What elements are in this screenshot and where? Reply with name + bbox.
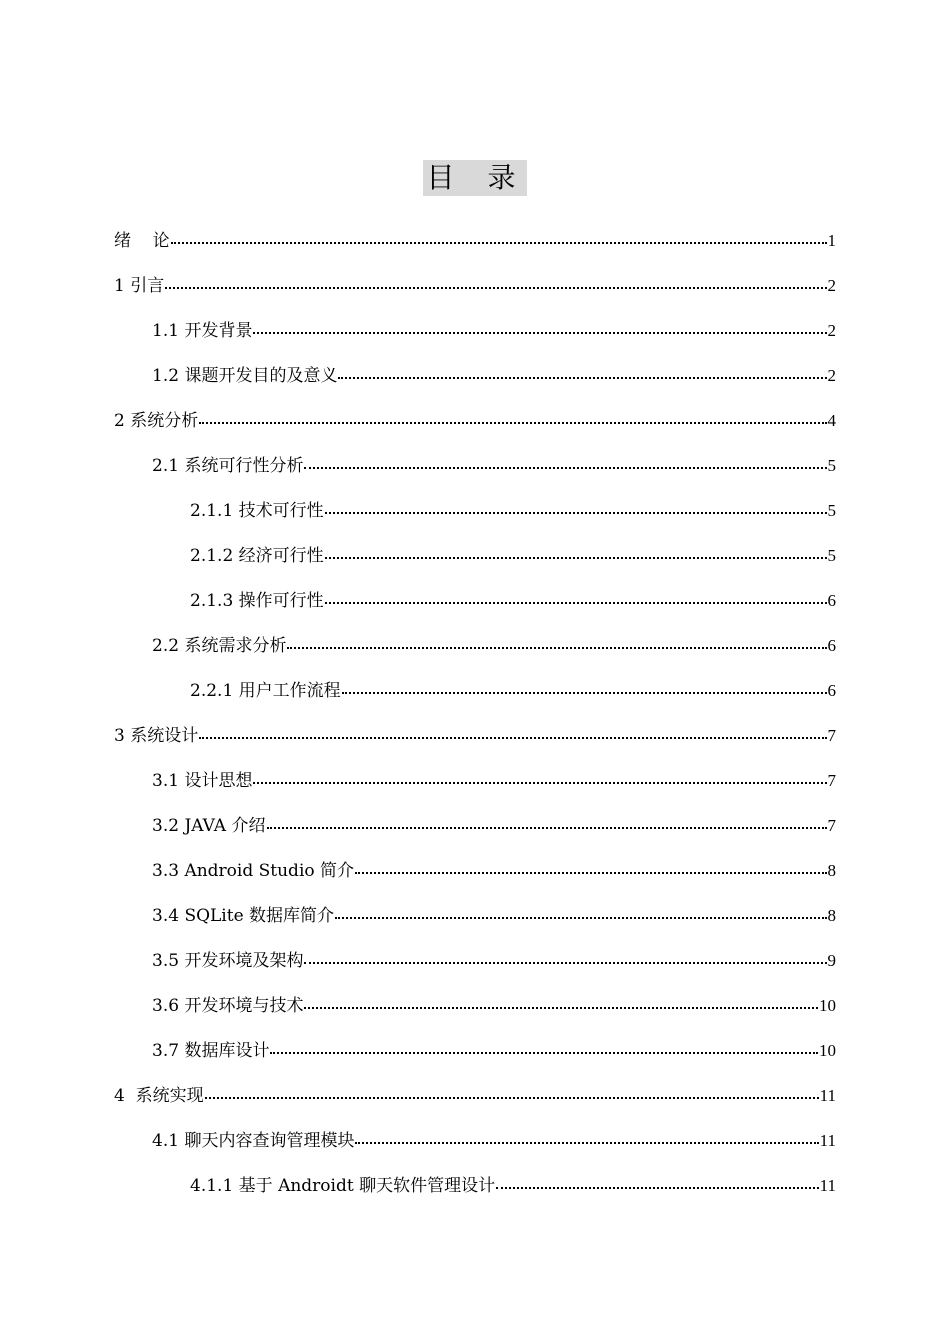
- toc-entry-label: 2.1 系统可行性分析: [152, 456, 304, 476]
- toc-dot-leader: [325, 601, 827, 604]
- toc-entry-page-number: 5: [827, 546, 836, 565]
- toc-dot-leader: [355, 871, 826, 874]
- toc-entry-page-number: 11: [819, 1176, 836, 1195]
- toc-entry[interactable]: [152, 1122, 836, 1152]
- toc-entry-label: 2.1.1 技术可行性: [190, 501, 324, 521]
- toc-entry-page-number: 8: [827, 861, 836, 880]
- toc-entry[interactable]: [152, 312, 836, 342]
- toc-entry[interactable]: [152, 447, 836, 477]
- toc-entry-label: 3.7 数据库设计: [152, 1041, 270, 1061]
- toc-title-text: 目 录: [423, 160, 528, 196]
- toc-entry[interactable]: [152, 1032, 836, 1062]
- toc-entry-page-number: 5: [827, 456, 836, 475]
- toc-entry-page-number: 5: [827, 501, 836, 520]
- toc-entry[interactable]: [152, 852, 836, 882]
- toc-dot-leader: [335, 916, 826, 919]
- toc-dot-leader: [199, 421, 826, 424]
- toc-entry[interactable]: [152, 357, 836, 387]
- toc-dot-leader: [325, 511, 827, 514]
- toc-dot-leader: [171, 241, 827, 244]
- toc-entry-page-number: 7: [827, 816, 836, 835]
- toc-entry-page-number: 10: [819, 996, 836, 1015]
- toc-dot-leader: [253, 331, 826, 334]
- toc-entry[interactable]: [190, 537, 836, 567]
- toc-entry-page-number: 2: [827, 276, 836, 295]
- toc-dot-leader: [304, 1006, 818, 1009]
- toc-title: [0, 160, 950, 196]
- toc-dot-leader: [253, 781, 826, 784]
- toc-entry[interactable]: [190, 1167, 836, 1197]
- toc-dot-leader: [496, 1186, 819, 1189]
- toc-entry-page-number: 7: [827, 726, 836, 745]
- toc-entry[interactable]: [152, 897, 836, 927]
- toc-entry-label: 3 系统设计: [114, 726, 199, 746]
- toc-entry[interactable]: [114, 717, 836, 747]
- toc-entry-label: 4.1.1 基于 Androidt 聊天软件管理设计: [190, 1176, 496, 1196]
- toc-entry-label: 1.1 开发背景: [152, 321, 253, 341]
- toc-entry-page-number: 4: [827, 411, 836, 430]
- toc-entry[interactable]: [190, 582, 836, 612]
- toc-entry-page-number: 1: [827, 231, 836, 250]
- toc-entry-page-number: 9: [827, 951, 836, 970]
- toc-entry-label: 3.1 设计思想: [152, 771, 253, 791]
- toc-entry-page-number: 2: [827, 321, 836, 340]
- toc-entry-page-number: 6: [827, 636, 836, 655]
- toc-dot-leader: [205, 1096, 819, 1099]
- toc-entry-label: 3.4 SQLite 数据库简介: [152, 906, 335, 926]
- toc-dot-leader: [325, 556, 827, 559]
- toc-entry[interactable]: [152, 807, 836, 837]
- toc-dot-leader: [270, 1051, 818, 1054]
- toc-entry-page-number: 7: [827, 771, 836, 790]
- toc-entry-label: 2 系统分析: [114, 411, 199, 431]
- toc-entry[interactable]: [114, 222, 836, 252]
- toc-entry-label: 3.5 开发环境及架构: [152, 951, 304, 971]
- toc-entry-page-number: 10: [819, 1041, 836, 1060]
- toc-dot-leader: [342, 691, 827, 694]
- toc-entry-label: 2.1.3 操作可行性: [190, 591, 324, 611]
- toc-entry[interactable]: [152, 987, 836, 1017]
- toc-entry-label: 3.6 开发环境与技术: [152, 996, 304, 1016]
- toc-entry[interactable]: [190, 672, 836, 702]
- toc-entry[interactable]: [152, 627, 836, 657]
- toc-entry-page-number: 8: [827, 906, 836, 925]
- toc-dot-leader: [267, 826, 827, 829]
- toc-entry-label: 1.2 课题开发目的及意义: [152, 366, 338, 386]
- toc-entry[interactable]: [114, 1077, 836, 1107]
- toc-dot-leader: [165, 286, 826, 289]
- toc-dot-leader: [287, 646, 826, 649]
- toc-entry[interactable]: [152, 942, 836, 972]
- toc-entry-page-number: 6: [827, 681, 836, 700]
- toc-entry-label: 2.1.2 经济可行性: [190, 546, 324, 566]
- toc-dot-leader: [304, 961, 826, 964]
- toc-entry-page-number: 11: [819, 1131, 836, 1150]
- toc-entry-label: 3.3 Android Studio 简介: [152, 861, 355, 881]
- toc-entry-label: 4 系统实现: [114, 1086, 204, 1106]
- toc-entry-label: 3.2 JAVA 介绍: [152, 816, 266, 836]
- toc-entry[interactable]: [114, 402, 836, 432]
- toc-dot-leader: [338, 376, 826, 379]
- toc-entry-page-number: 11: [819, 1086, 836, 1105]
- toc-entry-label: 1 引言: [114, 276, 165, 296]
- toc-dot-leader: [355, 1141, 818, 1144]
- toc-entry-page-number: 6: [827, 591, 836, 610]
- toc-entry-label: 绪 论: [114, 231, 170, 251]
- toc-entry-label: 2.2.1 用户工作流程: [190, 681, 341, 701]
- toc-entry[interactable]: [152, 762, 836, 792]
- toc-entry-label: 4.1 聊天内容查询管理模块: [152, 1131, 355, 1151]
- toc-dot-leader: [304, 466, 826, 469]
- toc-entry-label: 2.2 系统需求分析: [152, 636, 287, 656]
- toc-entry[interactable]: [114, 267, 836, 297]
- toc-entry[interactable]: [190, 492, 836, 522]
- toc-entry-page-number: 2: [827, 366, 836, 385]
- toc-dot-leader: [199, 736, 826, 739]
